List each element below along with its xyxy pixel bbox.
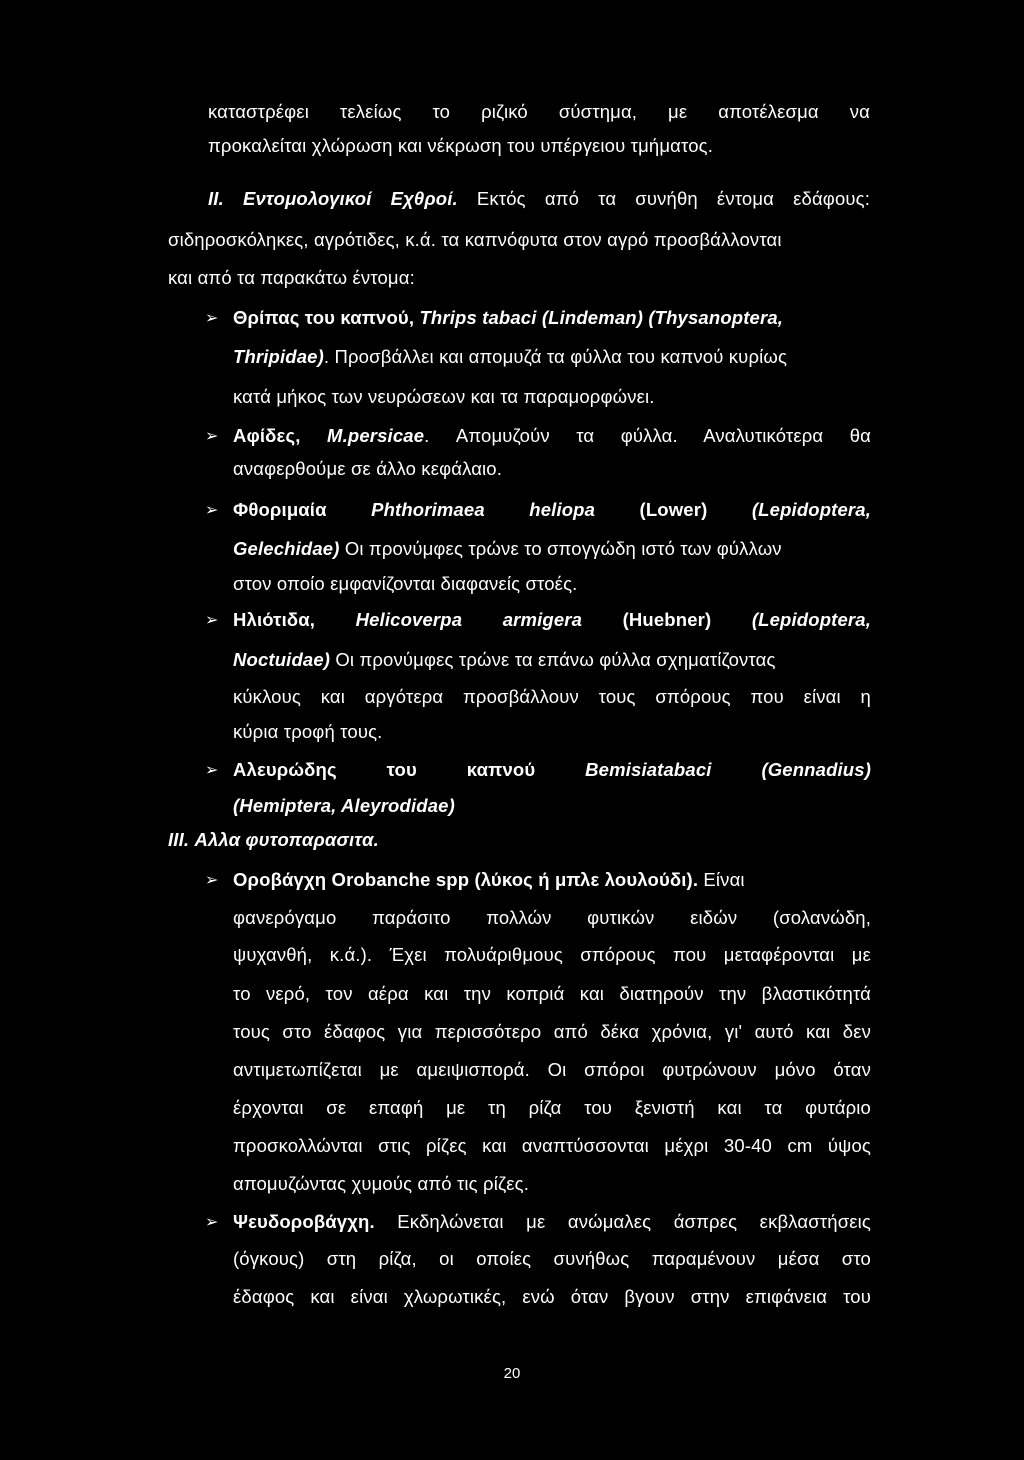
bullet-arrow-icon: ➢ <box>205 760 219 779</box>
pest-name: Ηλιότιδα, <box>233 609 316 630</box>
section-number: II. <box>208 188 224 209</box>
page-number: 20 <box>503 1365 521 1382</box>
text-line <box>233 537 782 561</box>
section-heading-line <box>208 187 870 211</box>
text-segment: Οι προνύμφες τρώνε το σπογγώδη ιστό των φύλλων <box>339 538 782 559</box>
text-segment: Εκτός από τα συνήθη έντομα εδάφους: <box>476 188 871 209</box>
text-line: ψυχανθή, κ.ά.). Έχει πολυάριθμους σπόρους που μεταφέρονται με <box>233 944 871 965</box>
text-line: φανερόγαμο παράσιτο πολλών φυτικών ειδών (σολανώδη, <box>233 907 871 928</box>
taxonomy-family: Noctuidae) <box>233 649 331 670</box>
pest-name: Φθοριμαία <box>233 499 327 520</box>
text-line: αναφερθούμε σε άλλο κεφάλαιο. <box>233 458 503 479</box>
section-title: Αλλα φυτοπαρασιτα. <box>194 829 379 850</box>
text-segment: Εκδηλώνεται με ανώμαλες άσπρες εκβλαστήσεις <box>374 1211 871 1232</box>
author-name: (Lindeman) <box>541 307 644 328</box>
scientific-name: Phthorimaea heliopa <box>371 499 596 520</box>
bullet-arrow-icon: ➢ <box>205 870 219 889</box>
pest-name: Θρίπας του καπνού, <box>233 307 415 328</box>
pest-name: Αφίδες, <box>233 425 301 446</box>
bullet-helicoverpa-line <box>233 608 871 632</box>
pest-name: Αλευρώδης του καπνού <box>233 759 536 780</box>
text-line: κύκλους και αργότερα προσβάλλουν τους σπόρους που είναι η <box>233 686 871 707</box>
text-line: κύρια τροφή τους. <box>233 721 383 742</box>
bullet-phthorimaea-line <box>233 498 871 522</box>
text-line: έδαφος και είναι χλωρωτικές, ενώ όταν βγουν στην επιφάνεια του <box>233 1286 871 1307</box>
section-title: Εντομολογικοί Εχθροί. <box>242 188 458 209</box>
text-line: σιδηροσκόληκες, αγρότιδες, κ.ά. τα καπνόφυτα στον αγρό προσβάλλονται <box>168 229 782 250</box>
taxonomy-family: Thripidae) <box>233 346 324 367</box>
bullet-arrow-icon: ➢ <box>205 308 219 327</box>
pest-name: Οροβάγχη Orobanche spp (λύκος ή μπλε λουλούδι). <box>233 869 699 890</box>
text-segment: Είναι <box>698 869 745 890</box>
text-line <box>233 648 776 672</box>
text-line <box>233 345 787 369</box>
text-line: το νερό, τον αέρα και την κοπριά και διατηρούν την βλαστικότητά <box>233 983 871 1004</box>
text-segment: Οι προνύμφες τρώνε τα επάνω φύλλα σχηματίζοντας <box>330 649 776 670</box>
section-heading-line <box>168 828 379 852</box>
section-number: III. <box>168 829 190 850</box>
taxonomy-family: Gelechidae) <box>233 538 340 559</box>
taxonomy-order: (Lepidoptera, <box>751 499 871 520</box>
text-segment: . Προσβάλλει και απομυζά τα φύλλα του καπνού κυρίως <box>323 346 788 367</box>
author-name: (Gennadius) <box>761 759 872 780</box>
text-line: απομυζώντας χυμούς από τις ρίζες. <box>233 1173 530 1194</box>
text-line: (όγκους) στη ρίζα, οι οποίες συνήθως παραμένουν μέσα στο <box>233 1248 871 1269</box>
pest-name: Ψευδοροβάγχη. <box>233 1211 375 1232</box>
bullet-orobanche-line <box>233 868 745 892</box>
taxonomy-order: (Lepidoptera, <box>751 609 871 630</box>
text-line: προκαλείται χλώρωση και νέκρωση του υπέργειου τμήματος. <box>208 135 714 156</box>
text-line: κατά μήκος των νευρώσεων και τα παραμορφώνει. <box>233 386 655 407</box>
bullet-pseudorobanche-line <box>233 1210 871 1234</box>
text-line: προσκολλώνται στις ρίζες και αναπτύσσονται μέχρι 30-40 cm ύψος <box>233 1135 871 1156</box>
text-line: τους στο έδαφος για περισσότερο από δέκα χρόνια, γι' αυτό και δεν <box>233 1021 871 1042</box>
text-line: έρχονται σε επαφή με τη ρίζα του ξενιστή και τα φυτάριο <box>233 1097 871 1118</box>
bullet-bemisia-line <box>233 758 871 782</box>
text-line: στον οποίο εμφανίζονται διαφανείς στοές. <box>233 573 578 594</box>
scientific-name: M.persicae <box>327 425 425 446</box>
scientific-name: Helicoverpa armigera <box>355 609 583 630</box>
text-segment: . Απομυζούν τα φύλλα. Αναλυτικότερα θα <box>424 425 872 446</box>
bullet-aphids-line <box>233 424 871 448</box>
bullet-arrow-icon: ➢ <box>205 426 219 445</box>
text-line: και από τα παρακάτω έντομα: <box>168 267 415 288</box>
scientific-name: Bemisiatabaci <box>585 759 712 780</box>
taxonomy-line: (Hemiptera, Aleyrodidae) <box>233 795 455 816</box>
text-line: αντιμετωπίζεται με αμειψισπορά. Οι σπόροι φυτρώνουν μόνο όταν <box>233 1059 871 1080</box>
author-name: (Lower) <box>639 499 708 520</box>
taxonomy-order: (Thysanoptera, <box>648 307 784 328</box>
text-line: καταστρέφει τελείως το ριζικό σύστημα, με αποτέλεσμα να <box>208 101 870 122</box>
bullet-arrow-icon: ➢ <box>205 500 219 519</box>
bullet-arrow-icon: ➢ <box>205 610 219 629</box>
bullet-thrips-line <box>233 306 783 330</box>
scientific-name: Thrips tabaci <box>419 307 537 328</box>
bullet-arrow-icon: ➢ <box>205 1212 219 1231</box>
author-name: (Huebner) <box>622 609 712 630</box>
